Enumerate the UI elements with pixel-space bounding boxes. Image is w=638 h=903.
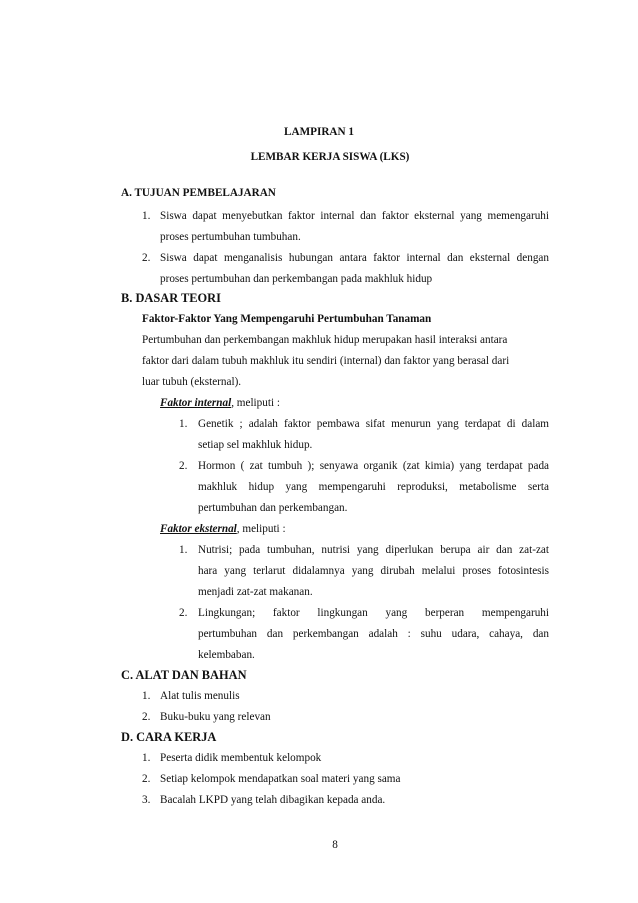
title-lampiran: LAMPIRAN 1 [284, 126, 354, 138]
list-item-text: proses pertumbuhan dan perkembangan pada makhluk hidup [160, 273, 433, 285]
list-item-text: pertumbuhan dan perkembangan adalah : suhu udara, cahaya, dan [198, 628, 549, 640]
paragraph-line: luar tubuh (eksternal). [142, 376, 242, 388]
external-factor-heading [160, 522, 286, 536]
external-factor-label: Faktor eksternal [160, 523, 237, 535]
list-number: 1. [142, 210, 151, 222]
paragraph-line: Pertumbuhan dan perkembangan makhluk hidup merupakan hasil interaksi antara [142, 334, 508, 346]
paragraph-line: faktor dari dalam tubuh makhluk itu sendiri (internal) dan faktor yang berasal dari [142, 355, 510, 367]
list-item-text: setiap sel makhluk hidup. [198, 439, 313, 451]
list-item-text: Siswa dapat menganalisis hubungan antara faktor internal dan eksternal dengan [160, 252, 549, 264]
section-d-heading: D. CARA KERJA [121, 730, 217, 744]
list-item-text: pertumbuhan dan perkembangan. [198, 502, 348, 514]
list-item-text: menjadi zat-zat makanan. [198, 586, 313, 598]
list-number: 2. [142, 711, 151, 723]
list-item-text: Genetik ; adalah faktor pembawa sifat menurun yang terdapat di dalam [198, 418, 549, 430]
list-item-text: kelembaban. [198, 649, 255, 661]
internal-factor-label: Faktor internal [160, 397, 232, 409]
list-item-text: hara yang terlarut didalamnya yang dirubah melalui proses fotosintesis [198, 565, 549, 577]
list-item-text: Siswa dapat menyebutkan faktor internal dan faktor eksternal yang memengaruhi [160, 210, 549, 222]
list-number: 1. [179, 418, 188, 430]
section-b-subheading: Faktor-Faktor Yang Mempengaruhi Pertumbuhan Tanaman [142, 313, 432, 325]
list-item-text: Bacalah LKPD yang telah dibagikan kepada anda. [160, 794, 386, 806]
list-item-text: Hormon ( zat tumbuh ); senyawa organik (zat kimia) yang terdapat pada [198, 460, 549, 472]
list-number: 1. [142, 690, 151, 702]
list-item-text: Alat tulis menulis [160, 690, 240, 702]
list-number: 2. [142, 773, 151, 785]
section-b-heading: B. DASAR TEORI [121, 291, 221, 305]
internal-factor-heading [160, 396, 280, 410]
list-item-text: Setiap kelompok mendapatkan soal materi yang sama [160, 773, 401, 785]
list-item-text: Buku-buku yang relevan [160, 711, 271, 723]
list-item-text: proses pertumbuhan tumbuhan. [160, 231, 301, 243]
list-number: 2. [179, 460, 188, 472]
list-number: 1. [142, 752, 151, 764]
list-item-text: Peserta didik membentuk kelompok [160, 752, 322, 764]
section-c-heading: C. ALAT DAN BAHAN [121, 668, 247, 682]
internal-factor-suffix: , meliputi : [231, 397, 280, 409]
list-number: 1. [179, 544, 188, 556]
list-item-text: Lingkungan; faktor lingkungan yang berperan mempengaruhi [198, 607, 549, 619]
list-item-text: makhluk hidup yang mempengaruhi reproduksi, metabolisme serta [198, 481, 549, 493]
title-lks: LEMBAR KERJA SISWA (LKS) [250, 151, 410, 163]
list-number: 2. [179, 607, 188, 619]
list-number: 3. [142, 794, 151, 806]
list-item-text: Nutrisi; pada tumbuhan, nutrisi yang diperlukan berupa air dan zat-zat [198, 544, 549, 556]
external-factor-suffix: , meliputi : [236, 523, 286, 535]
section-a-heading: A. TUJUAN PEMBELAJARAN [121, 187, 276, 199]
page-number: 8 [332, 839, 338, 851]
list-number: 2. [142, 252, 151, 264]
